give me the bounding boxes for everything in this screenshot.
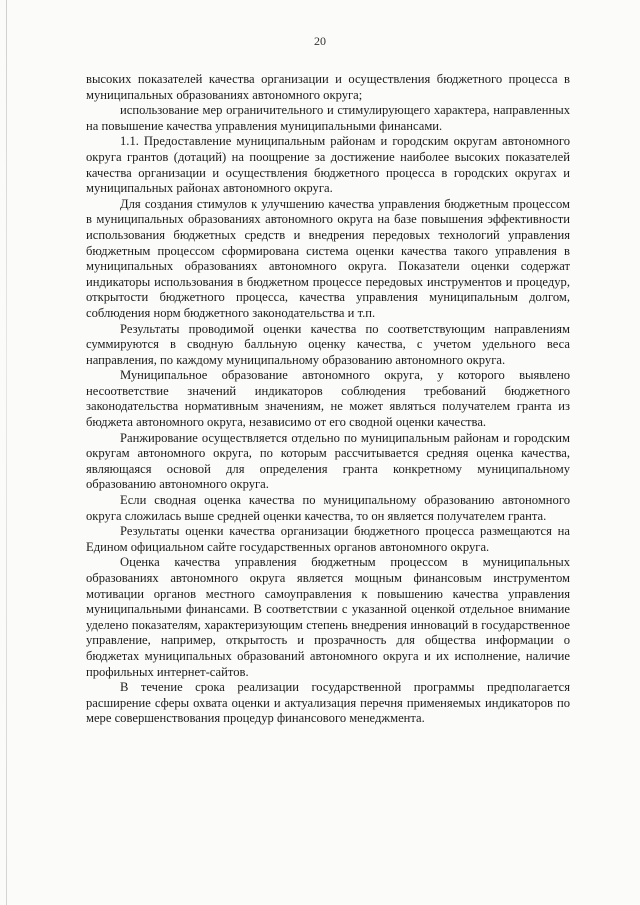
paragraph: В течение срока реализации государственной программы предполагается расширение сферы охвата оценки и актуализация перечня применяемых индикаторов по мере совершенствования процедур финансового менеджмента. xyxy=(86,680,570,726)
paragraph: Результаты проводимой оценки качества по соответствующим направлениям суммируются в сводную балльную оценку качества, с учетом удельного веса направления, по каждому муниципальному образованию автономного округа. xyxy=(86,321,570,367)
paragraph: Ранжирование осуществляется отдельно по муниципальным районам и городским округам автономного округа, по которым рассчитывается средняя оценка качества, являющаяся основой для определения гранта конкретному муниципальному образованию автономного округа. xyxy=(86,430,570,492)
paragraph: Муниципальное образование автономного округа, у которого выявлено несоответствие значений индикаторов соблюдения требований бюджетного законодательства нормативным значениям, не может являться получателем гранта из бюджета автономного округа, независимо от его сводной оценки качества. xyxy=(86,368,570,430)
paragraph: Результаты оценки качества организации бюджетного процесса размещаются на Едином официальном сайте государственных органов автономного округа. xyxy=(86,524,570,554)
paragraph: Оценка качества управления бюджетным процессом в муниципальных образованиях автономного округа является мощным финансовым инструментом мотивации органов местного самоуправления к повышению качества управления муниципальными финансами. В соответствии с указанной оценкой отдельное внимание уделено показателям, характеризующим степень внедрения инноваций в государственное управление, например, открытость и прозрачность для общества информации о бюджетах муниципальных образований автономного округа и их исполнение, наличие профильных интернет-сайтов. xyxy=(86,555,570,679)
page-number: 20 xyxy=(314,34,326,48)
paragraph: использование мер ограничительного и стимулирующего характера, направленных на повышение качества управления муниципальными финансами. xyxy=(86,103,570,133)
paragraph: Если сводная оценка качества по муниципальному образованию автономного округа сложилась выше средней оценки качества, то он является получателем гранта. xyxy=(86,493,570,523)
scan-edge-line xyxy=(6,0,7,905)
paragraph: Для создания стимулов к улучшению качества управления бюджетным процессом в муниципальных образованиях автономного округа на базе повышения эффективности использования бюджетных средств и внедрения передовых технологий управления бюджетным процессом сформирована система оценки качества такого управления в муниципальных образованиях автономного округа. Показатели оценки содержат индикаторы использования в бюджетном процессе передовых инструментов и процедур, открытости бюджетного процесса, качества управления муниципальным долгом, соблюдения норм бюджетного законодательства и т.п. xyxy=(86,196,570,320)
paragraph: 1.1. Предоставление муниципальным районам и городским округам автономного округа грантов (дотаций) на поощрение за достижение наиболее высоких показателей качества организации и осуществления бюджетного процесса в городских округах и муниципальных районах автономного округа. xyxy=(86,134,570,196)
body-text xyxy=(86,72,570,727)
paragraph: высоких показателей качества организации и осуществления бюджетного процесса в муниципальных образованиях автономного округа; xyxy=(86,72,570,102)
